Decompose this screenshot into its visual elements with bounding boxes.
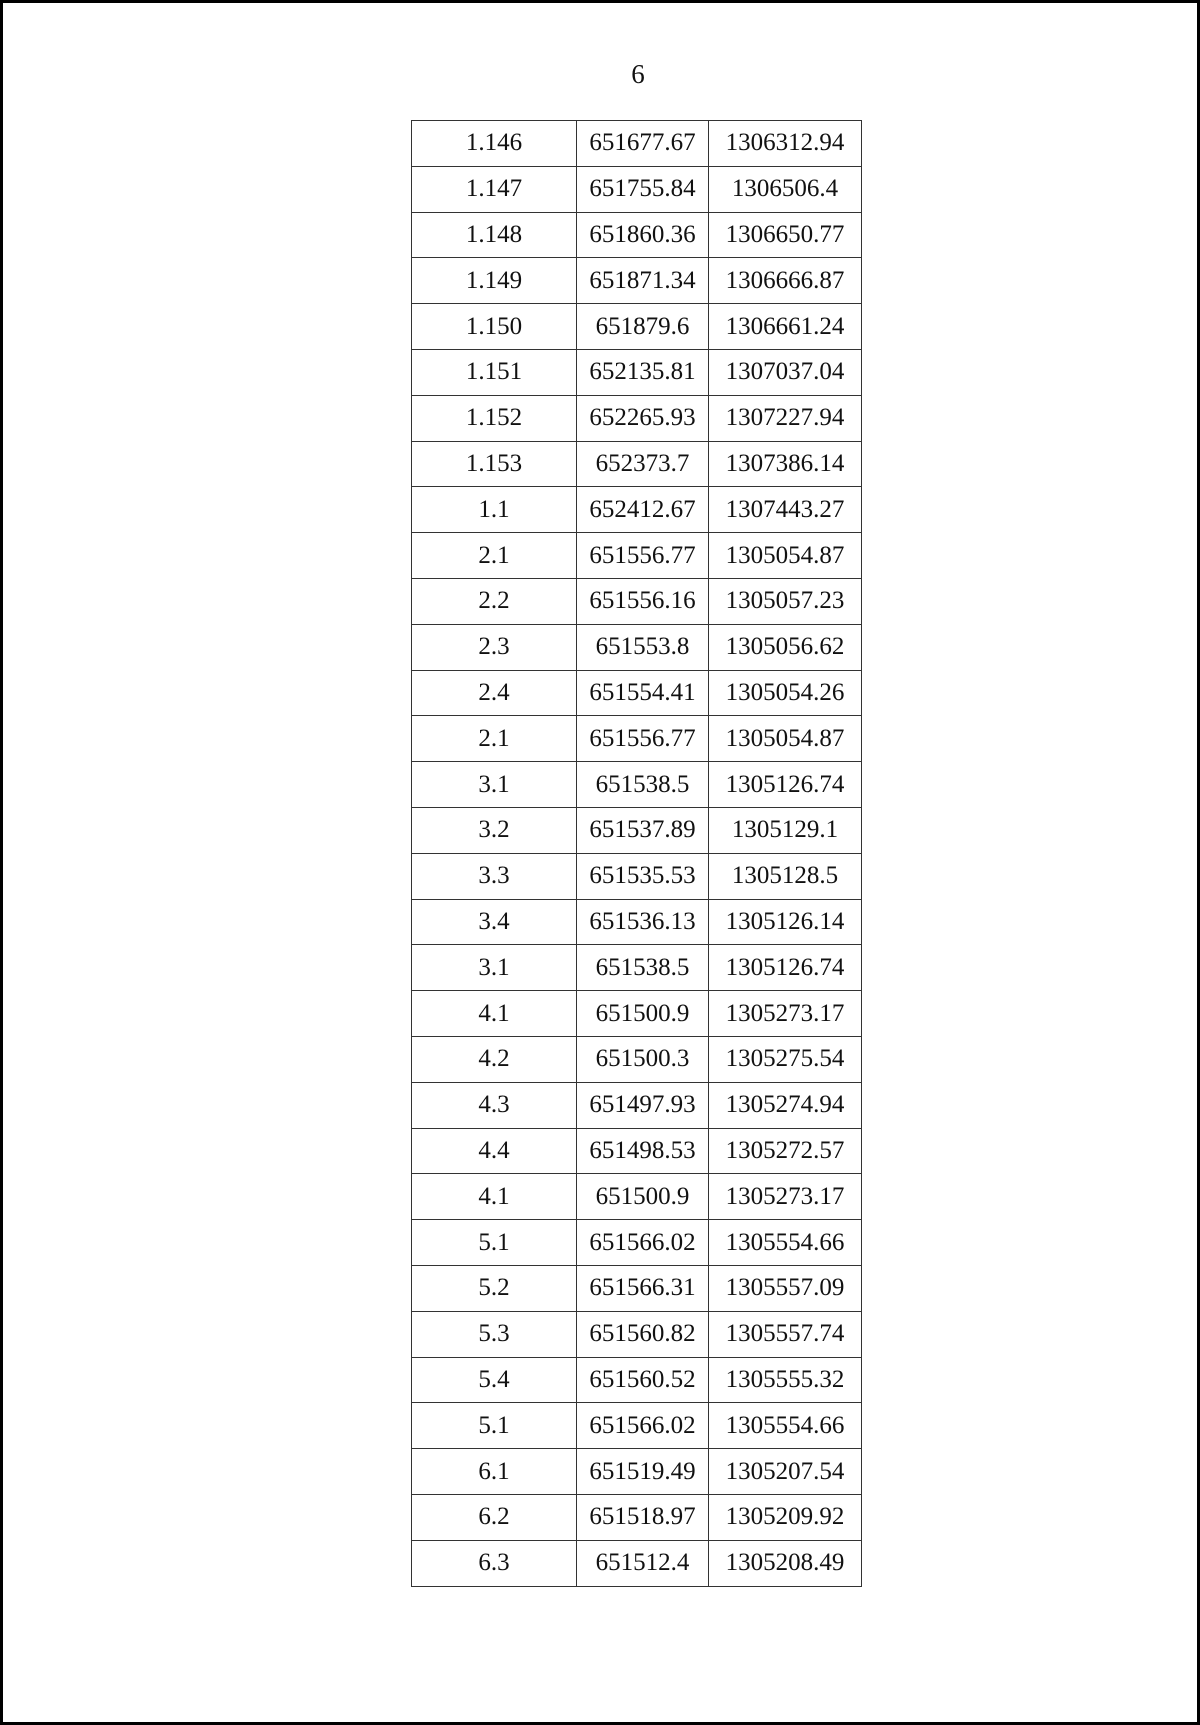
table-row [412, 349, 862, 395]
table-row [412, 1403, 862, 1449]
point-id-cell: 5.1 [412, 1220, 577, 1266]
point-id-cell: 1.147 [412, 166, 577, 212]
x-coordinate-cell: 651553.8 [577, 624, 709, 670]
x-coordinate-cell: 652265.93 [577, 395, 709, 441]
x-coordinate-cell: 651566.02 [577, 1403, 709, 1449]
table-row [412, 624, 862, 670]
table-row [412, 1311, 862, 1357]
y-coordinate-cell: 1305272.57 [709, 1128, 862, 1174]
point-id-cell: 6.2 [412, 1494, 577, 1540]
y-coordinate-cell: 1305273.17 [709, 1174, 862, 1220]
y-coordinate-cell: 1307227.94 [709, 395, 862, 441]
y-coordinate-cell: 1305273.17 [709, 991, 862, 1037]
point-id-cell: 3.1 [412, 762, 577, 808]
y-coordinate-cell: 1307386.14 [709, 441, 862, 487]
table-row [412, 1449, 862, 1495]
y-coordinate-cell: 1305274.94 [709, 1082, 862, 1128]
point-id-cell: 4.2 [412, 1036, 577, 1082]
point-id-cell: 4.1 [412, 991, 577, 1037]
coordinates-table-body [412, 121, 862, 1587]
point-id-cell: 2.3 [412, 624, 577, 670]
x-coordinate-cell: 651566.02 [577, 1220, 709, 1266]
x-coordinate-cell: 651677.67 [577, 121, 709, 167]
table-row [412, 578, 862, 624]
x-coordinate-cell: 651879.6 [577, 304, 709, 350]
x-coordinate-cell: 651512.4 [577, 1540, 709, 1586]
x-coordinate-cell: 651556.16 [577, 578, 709, 624]
x-coordinate-cell: 652135.81 [577, 349, 709, 395]
x-coordinate-cell: 651536.13 [577, 899, 709, 945]
x-coordinate-cell: 651500.9 [577, 1174, 709, 1220]
y-coordinate-cell: 1306506.4 [709, 166, 862, 212]
y-coordinate-cell: 1305126.14 [709, 899, 862, 945]
y-coordinate-cell: 1305126.74 [709, 945, 862, 991]
point-id-cell: 4.1 [412, 1174, 577, 1220]
point-id-cell: 6.3 [412, 1540, 577, 1586]
y-coordinate-cell: 1305057.23 [709, 578, 862, 624]
point-id-cell: 4.4 [412, 1128, 577, 1174]
point-id-cell: 3.3 [412, 853, 577, 899]
table-row [412, 1082, 862, 1128]
x-coordinate-cell: 651497.93 [577, 1082, 709, 1128]
y-coordinate-cell: 1305209.92 [709, 1494, 862, 1540]
point-id-cell: 6.1 [412, 1449, 577, 1495]
x-coordinate-cell: 651560.82 [577, 1311, 709, 1357]
y-coordinate-cell: 1305554.66 [709, 1403, 862, 1449]
point-id-cell: 5.1 [412, 1403, 577, 1449]
table-row [412, 487, 862, 533]
x-coordinate-cell: 651519.49 [577, 1449, 709, 1495]
table-row [412, 991, 862, 1037]
x-coordinate-cell: 651860.36 [577, 212, 709, 258]
x-coordinate-cell: 651871.34 [577, 258, 709, 304]
point-id-cell: 3.1 [412, 945, 577, 991]
y-coordinate-cell: 1305275.54 [709, 1036, 862, 1082]
table-row [412, 304, 862, 350]
x-coordinate-cell: 651556.77 [577, 716, 709, 762]
table-row [412, 121, 862, 167]
point-id-cell: 1.148 [412, 212, 577, 258]
point-id-cell: 1.152 [412, 395, 577, 441]
table-row [412, 1174, 862, 1220]
y-coordinate-cell: 1305054.26 [709, 670, 862, 716]
table-row [412, 1036, 862, 1082]
table-row [412, 716, 862, 762]
y-coordinate-cell: 1305126.74 [709, 762, 862, 808]
point-id-cell: 2.1 [412, 533, 577, 579]
table-row [412, 899, 862, 945]
point-id-cell: 2.2 [412, 578, 577, 624]
y-coordinate-cell: 1305129.1 [709, 807, 862, 853]
table-row [412, 1494, 862, 1540]
table-row [412, 212, 862, 258]
y-coordinate-cell: 1305128.5 [709, 853, 862, 899]
y-coordinate-cell: 1305557.74 [709, 1311, 862, 1357]
point-id-cell: 1.153 [412, 441, 577, 487]
point-id-cell: 2.4 [412, 670, 577, 716]
y-coordinate-cell: 1305054.87 [709, 533, 862, 579]
table-row [412, 395, 862, 441]
x-coordinate-cell: 651535.53 [577, 853, 709, 899]
x-coordinate-cell: 652373.7 [577, 441, 709, 487]
table-row [412, 945, 862, 991]
point-id-cell: 1.150 [412, 304, 577, 350]
point-id-cell: 1.149 [412, 258, 577, 304]
point-id-cell: 5.4 [412, 1357, 577, 1403]
x-coordinate-cell: 651500.9 [577, 991, 709, 1037]
x-coordinate-cell: 651566.31 [577, 1265, 709, 1311]
table-row [412, 853, 862, 899]
y-coordinate-cell: 1306666.87 [709, 258, 862, 304]
x-coordinate-cell: 651560.52 [577, 1357, 709, 1403]
y-coordinate-cell: 1306650.77 [709, 212, 862, 258]
table-row [412, 166, 862, 212]
page-number: 6 [631, 59, 645, 89]
y-coordinate-cell: 1305557.09 [709, 1265, 862, 1311]
y-coordinate-cell: 1305208.49 [709, 1540, 862, 1586]
point-id-cell: 5.2 [412, 1265, 577, 1311]
point-id-cell: 1.1 [412, 487, 577, 533]
x-coordinate-cell: 651538.5 [577, 762, 709, 808]
y-coordinate-cell: 1305554.66 [709, 1220, 862, 1266]
table-row [412, 441, 862, 487]
x-coordinate-cell: 651554.41 [577, 670, 709, 716]
table-row [412, 258, 862, 304]
point-id-cell: 1.151 [412, 349, 577, 395]
x-coordinate-cell: 651500.3 [577, 1036, 709, 1082]
point-id-cell: 4.3 [412, 1082, 577, 1128]
x-coordinate-cell: 651755.84 [577, 166, 709, 212]
y-coordinate-cell: 1306312.94 [709, 121, 862, 167]
table-row [412, 1265, 862, 1311]
table-row [412, 807, 862, 853]
y-coordinate-cell: 1305207.54 [709, 1449, 862, 1495]
x-coordinate-cell: 651498.53 [577, 1128, 709, 1174]
point-id-cell: 2.1 [412, 716, 577, 762]
coordinates-table [411, 120, 862, 1587]
point-id-cell: 1.146 [412, 121, 577, 167]
x-coordinate-cell: 652412.67 [577, 487, 709, 533]
table-row [412, 1128, 862, 1174]
x-coordinate-cell: 651537.89 [577, 807, 709, 853]
table-row [412, 1220, 862, 1266]
x-coordinate-cell: 651518.97 [577, 1494, 709, 1540]
point-id-cell: 3.4 [412, 899, 577, 945]
y-coordinate-cell: 1305555.32 [709, 1357, 862, 1403]
y-coordinate-cell: 1306661.24 [709, 304, 862, 350]
y-coordinate-cell: 1307443.27 [709, 487, 862, 533]
point-id-cell: 3.2 [412, 807, 577, 853]
x-coordinate-cell: 651556.77 [577, 533, 709, 579]
table-row [412, 762, 862, 808]
y-coordinate-cell: 1305056.62 [709, 624, 862, 670]
table-row [412, 1357, 862, 1403]
x-coordinate-cell: 651538.5 [577, 945, 709, 991]
y-coordinate-cell: 1307037.04 [709, 349, 862, 395]
table-row [412, 670, 862, 716]
point-id-cell: 5.3 [412, 1311, 577, 1357]
y-coordinate-cell: 1305054.87 [709, 716, 862, 762]
table-row [412, 1540, 862, 1586]
table-row [412, 533, 862, 579]
